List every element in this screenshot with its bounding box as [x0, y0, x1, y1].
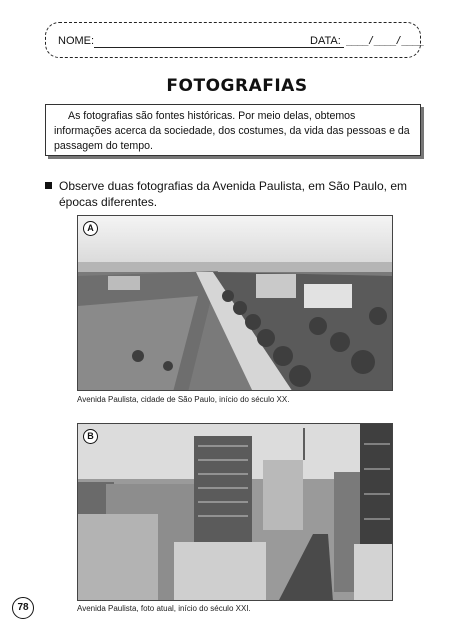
- photo-b-image: [78, 424, 393, 601]
- intro-text-box: [45, 104, 421, 156]
- photo-a-caption: Avenida Paulista, cidade de São Paulo, início do século XX.: [77, 395, 290, 404]
- photo-b: [77, 423, 393, 601]
- photo-a-badge: A: [83, 221, 98, 236]
- intro-text: As fotografias são fontes históricas. Por meio delas, obtemos informações acerca da sociedade, dos costumes, da vida das pessoas e da passagem do tempo.: [54, 110, 410, 152]
- instruction-text: Observe duas fotografias da Avenida Paulista, em São Paulo, em épocas diferentes.: [59, 179, 407, 209]
- page-number: 78: [12, 597, 34, 619]
- bullet-square-icon: [45, 182, 52, 189]
- photo-b-badge: B: [83, 429, 98, 444]
- page-title: FOTOGRAFIAS: [166, 76, 308, 96]
- photo-a: [77, 215, 393, 391]
- name-label: NOME:: [58, 35, 95, 47]
- name-input-line[interactable]: [94, 47, 344, 48]
- name-date-box: [45, 22, 424, 58]
- photo-a-image: [78, 216, 393, 391]
- photo-b-caption: Avenida Paulista, foto atual, início do século XXI.: [77, 604, 251, 613]
- date-label: DATA:: [310, 35, 341, 47]
- date-input-line[interactable]: ____/____/____: [346, 35, 424, 46]
